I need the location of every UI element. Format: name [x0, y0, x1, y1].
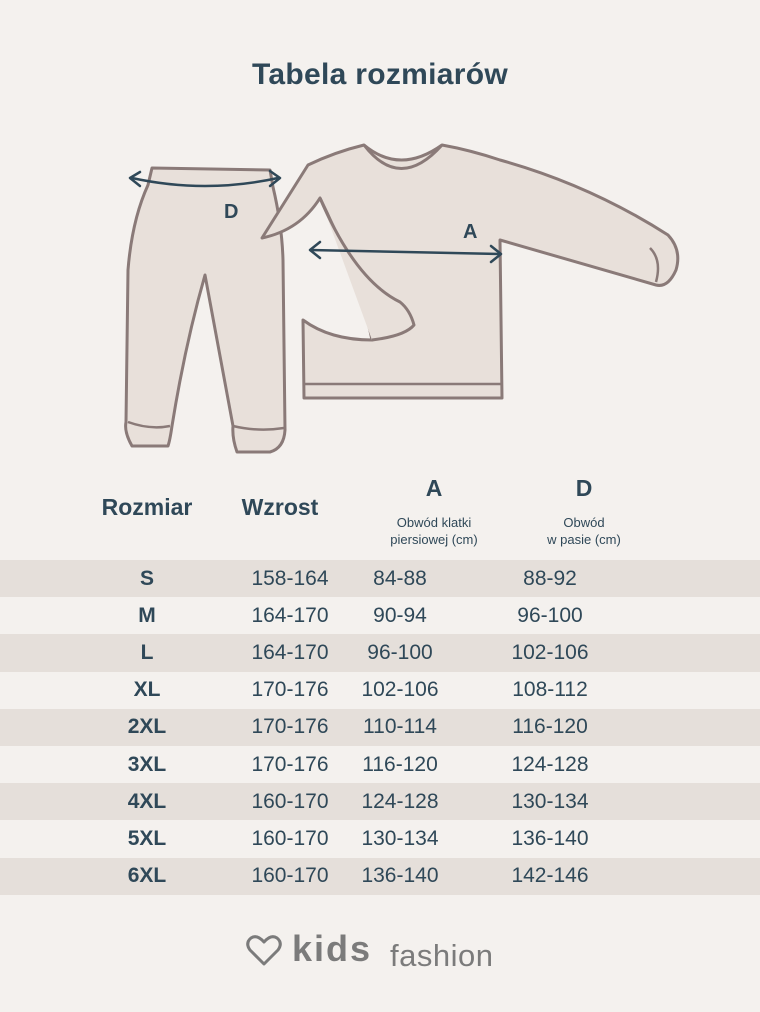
height-cell: 160-170 [251, 864, 329, 888]
chest-cell: 116-120 [362, 752, 438, 776]
size-cell: L [140, 640, 154, 664]
pants-drawing [126, 168, 285, 452]
table-row [0, 783, 760, 820]
height-cell: 164-170 [251, 640, 329, 664]
table-row [0, 709, 760, 746]
waist-cell: 136-140 [511, 826, 589, 850]
table-row [0, 672, 760, 709]
waist-cell: 142-146 [511, 864, 589, 888]
chest-cell: 130-134 [361, 826, 439, 850]
waist-cell: 124-128 [511, 752, 589, 776]
size-table [0, 560, 760, 895]
table-row [0, 560, 760, 597]
waist-cell: 116-120 [512, 715, 588, 739]
height-cell: 160-170 [251, 826, 329, 850]
table-row [0, 634, 760, 671]
waist-cell: 102-106 [511, 640, 589, 664]
size-cell: 6XL [127, 864, 167, 888]
brand-logo-fashion: fashion [390, 938, 494, 973]
page-title: Tabela rozmiarów [252, 58, 508, 91]
header-chest [354, 475, 514, 548]
size-cell: 3XL [127, 752, 167, 776]
height-cell: 170-176 [251, 752, 329, 776]
height-cell: 160-170 [251, 789, 329, 813]
shirt-drawing [262, 145, 678, 398]
header-chest-line1: Obwód klatki [396, 515, 472, 530]
size-cell: 4XL [127, 789, 167, 813]
header-waist-line2: w pasie (cm) [547, 532, 621, 547]
size-cell: 2XL [127, 715, 167, 739]
height-cell: 170-176 [251, 715, 329, 739]
brand-logo-kids: kids [292, 928, 373, 969]
header-waist-letter: D [575, 475, 593, 501]
table-row [0, 820, 760, 857]
header-height: Wzrost [241, 494, 319, 520]
header-waist [504, 475, 664, 548]
table-row [0, 746, 760, 783]
table-row [0, 858, 760, 895]
pants-measure-label: D [224, 201, 239, 223]
size-cell: M [138, 603, 156, 627]
size-cell: XL [133, 678, 161, 702]
header-waist-line1: Obwód [563, 515, 605, 530]
header-chest-line2: piersiowej (cm) [390, 532, 478, 547]
header-size: Rozmiar [101, 494, 193, 520]
waist-cell: 130-134 [511, 789, 589, 813]
chest-cell: 136-140 [361, 864, 439, 888]
chest-cell: 84-88 [373, 566, 427, 590]
heart-outline-icon [246, 934, 282, 968]
chest-cell: 90-94 [373, 603, 427, 627]
shirt-measure-label: A [463, 221, 478, 243]
table-row [0, 597, 760, 634]
size-cell: 5XL [127, 826, 167, 850]
garment-illustration [0, 130, 760, 470]
height-cell: 164-170 [251, 603, 329, 627]
waist-cell: 88-92 [523, 566, 577, 590]
waist-cell: 108-112 [512, 678, 588, 702]
waist-cell: 96-100 [517, 603, 583, 627]
height-cell: 170-176 [251, 678, 329, 702]
chest-cell: 96-100 [367, 640, 433, 664]
size-cell: S [139, 566, 154, 590]
chest-cell: 110-114 [363, 715, 437, 739]
chest-cell: 102-106 [361, 678, 439, 702]
header-chest-letter: A [425, 475, 443, 501]
chest-cell: 124-128 [361, 789, 439, 813]
height-cell: 158-164 [251, 566, 329, 590]
